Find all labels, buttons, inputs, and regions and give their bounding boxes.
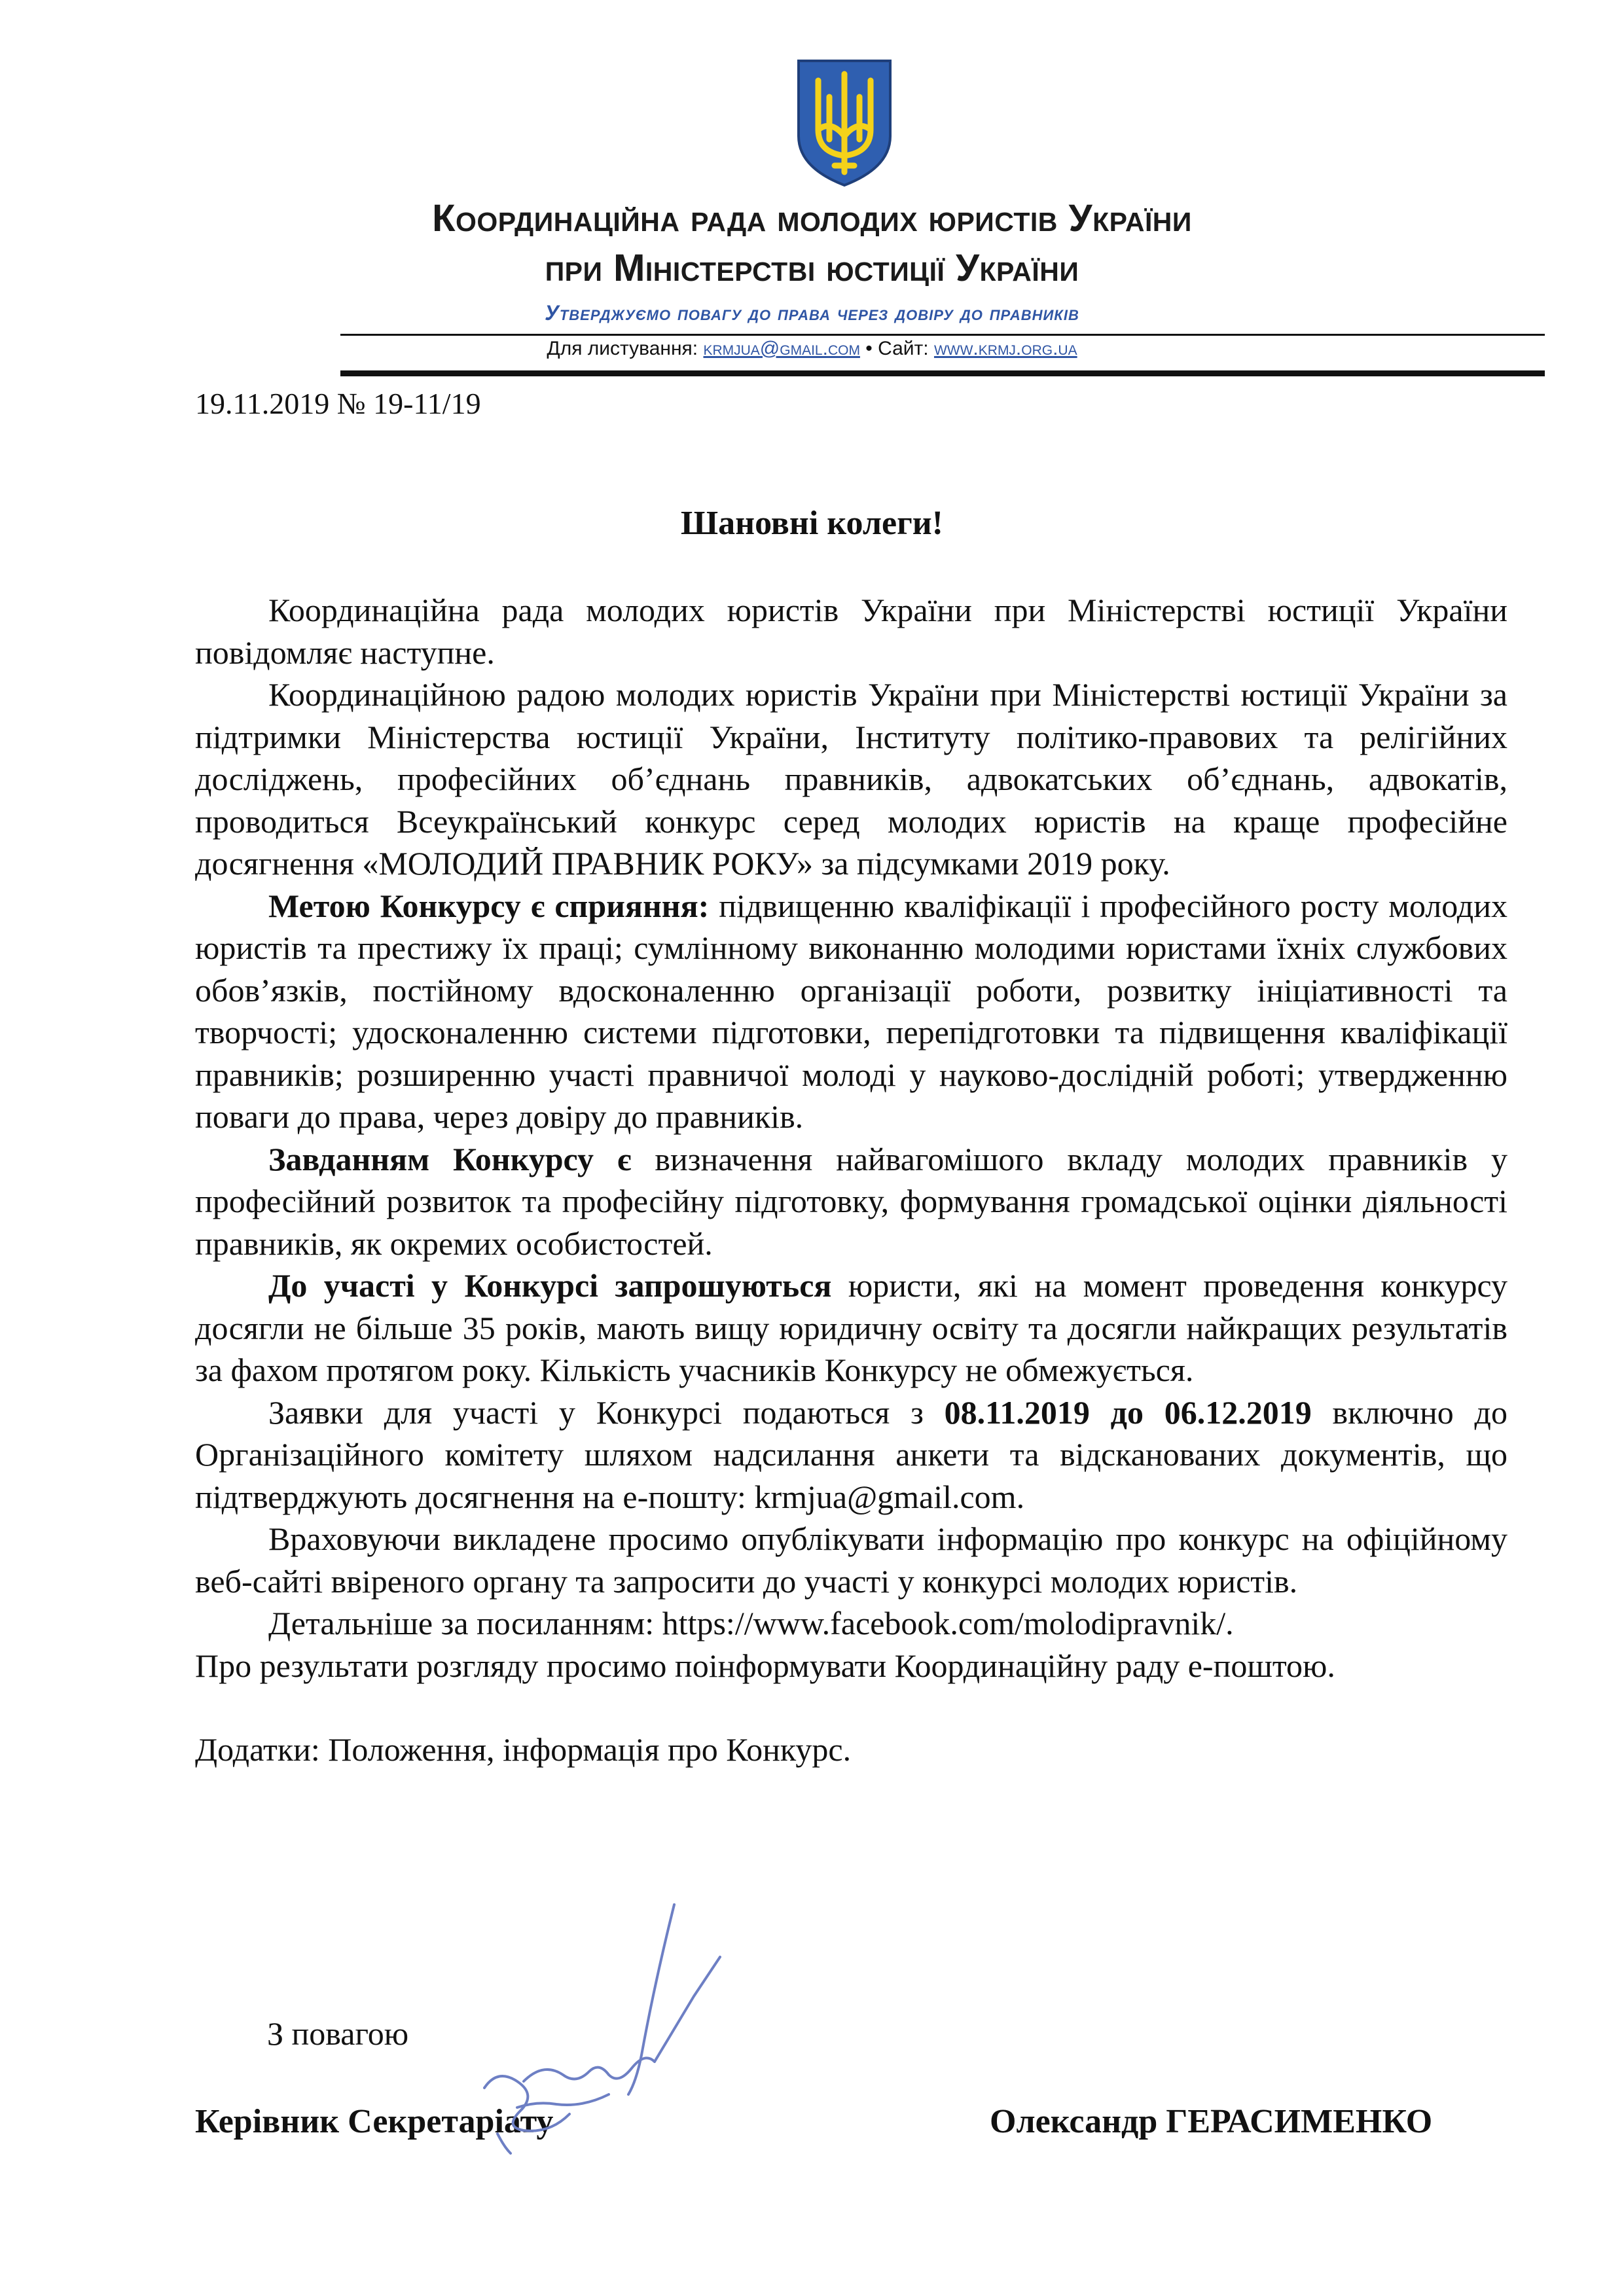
paragraph-4-lead: Завданням Конкурсу є — [268, 1140, 632, 1177]
email-link[interactable]: krmjua@gmail.com — [703, 338, 860, 359]
org-name-line1: Координаційна рада молодих юристів України — [432, 197, 1192, 240]
paragraph-4-text: визначення найвагомішого вкладу молодих правників у професійний розвиток та професійну підготовку, формування громадської оцінки діяльності правників, як окремих особистостей. — [195, 1140, 1507, 1262]
org-motto: Утверджуємо повагу до права через довіру до правників — [545, 301, 1079, 325]
website-link[interactable]: www.krmj.org.ua — [933, 338, 1077, 359]
attachments-line: Додатки: Положення, інформація про Конкурс. — [195, 1731, 852, 1768]
coat-of-arms-icon — [795, 58, 893, 188]
header-divider-thin — [340, 334, 1545, 336]
site-prefix: • Сайт: — [859, 338, 934, 359]
signature-icon — [458, 1885, 733, 2160]
paragraph-8: Детальніше за посиланням: https://www.facebook.com/molodipravnik/. — [268, 1605, 1234, 1641]
header-divider-thick — [340, 370, 1545, 376]
paragraph-5-lead: До участі у Конкурсі запрошуються — [268, 1267, 832, 1304]
paragraph-9: Про результати розгляду просимо поінформувати Координаційну раду е-поштою. — [195, 1647, 1335, 1684]
paragraph-3-lead: Метою Конкурсу є сприяння: — [268, 887, 710, 924]
contacts-line — [0, 338, 1624, 360]
paragraph-3-text: підвищенню кваліфікації і професійного росту молодих юристів та престижу їх праці; сумлінному виконанню молодими юристами їхніх службових обов’язків, постійному вдосконаленню організації роботи, розвитку ініціативності та творчості; удосконаленню системи підготовки, перепідготовки та підвищення кваліфікації правників; розширенню участі правничої молоді у науково-дослідній роботі; утвердженню поваги до права, через довіру до правників. — [195, 887, 1507, 1135]
signer-name: Олександр ГЕРАСИМЕНКО — [990, 2103, 1433, 2140]
closing-phrase: З повагою — [267, 2015, 409, 2052]
letter-body — [195, 589, 1507, 1771]
paragraph-6 — [195, 1391, 1507, 1518]
paragraph-4 — [195, 1138, 1507, 1265]
paragraph-2: Координаційною радою молодих юристів України при Міністерстві юстиції України за підтримки Міністерства юстиції України, Інституту політико-правових та релігійних досліджень, професійних об’єднань правників, адвокатських об’єднань, адвокатів, проводиться Всеукраїнський конкурс серед молодих юристів на краще професійне досягнення «МОЛОДИЙ ПРАВНИК РОКУ» за підсумками 2019 року. — [195, 676, 1507, 882]
document-reference: 19.11.2019 № 19-11/19 — [195, 387, 481, 420]
application-dates: 08.11.2019 до 06.12.2019 — [944, 1393, 1312, 1431]
salutation: Шановні колеги! — [681, 505, 943, 542]
paragraph-5 — [195, 1265, 1507, 1391]
org-name-line2: при Міністерстві юстиції України — [545, 247, 1079, 289]
spacer — [195, 1687, 1507, 1729]
paragraph-5-text: юристи, які на момент проведення конкурсу досягли не більше 35 років, мають вищу юридичну освіту та досягли найкращих результатів за фахом протягом року. Кількість учасників Конкурсу не обмежується. — [195, 1267, 1507, 1388]
paragraph-6-start: Заявки для участі у Конкурсі подаються з — [268, 1393, 945, 1431]
contacts-prefix: Для листування: — [547, 338, 704, 359]
paragraph-7: Враховуючи викладене просимо опублікувати інформацію про конкурс на офіційному веб-сайті ввіреного органу та запросити до участі у конкурсі молодих юристів. — [195, 1520, 1507, 1600]
paragraph-3 — [195, 885, 1507, 1138]
signer-position: Керівник Секретаріату — [195, 2103, 554, 2140]
paragraph-1: Координаційна рада молодих юристів України при Міністерстві юстиції України повідомляє наступне. — [195, 592, 1507, 671]
paragraph-6-end: включно до Організаційного комітету шляхом надсилання анкети та відсканованих документів, що підтверджують досягнення на е-пошту: krmjua@gmail.com. — [195, 1393, 1507, 1515]
